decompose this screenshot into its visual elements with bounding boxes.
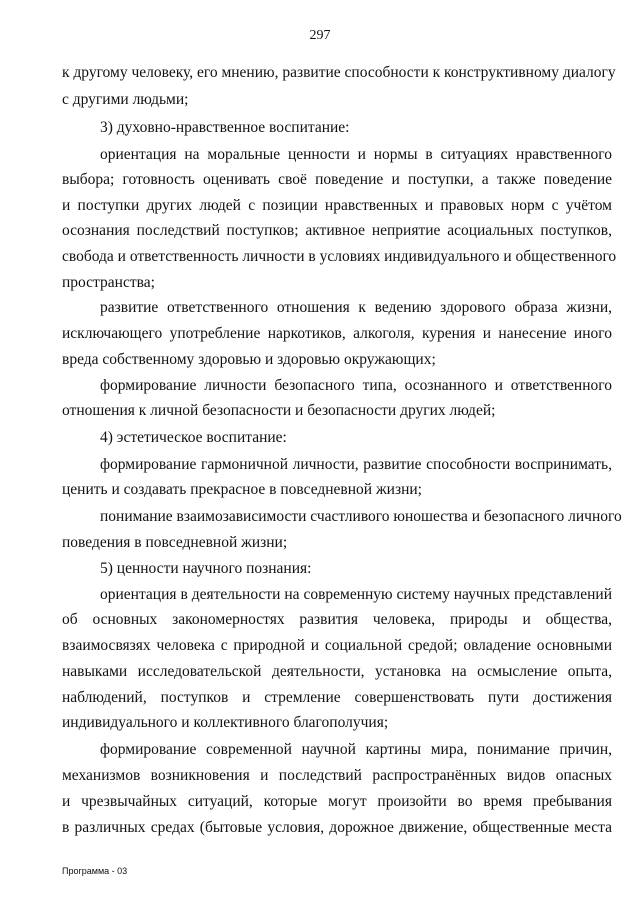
text-line: ориентация на моральные ценности и нормы в ситуациях нравственного xyxy=(100,146,612,163)
text-line: наблюдений, поступков и стремление совершенствовать пути достижения xyxy=(62,689,612,706)
text-line: свобода и ответственность личности в условиях индивидуального и общественного xyxy=(62,248,617,265)
text-line: с другими людьми; xyxy=(62,91,189,108)
text-line: 4) эстетическое воспитание: xyxy=(100,429,287,446)
text-line: к другому человеку, его мнению, развитие способности к конструктивному диалогу xyxy=(62,64,616,81)
text-line: развитие ответственного отношения к ведению здорового образа жизни, xyxy=(100,299,612,316)
text-line: понимание взаимозависимости счастливого юношества и безопасного личного xyxy=(100,508,622,525)
text-line: ценить и создавать прекрасное в повседневной жизни; xyxy=(62,481,422,498)
text-line: формирование современной научной картины мира, понимание причин, xyxy=(100,741,612,758)
text-line: механизмов возникновения и последствий распространённых видов опасных xyxy=(62,767,612,784)
text-line: ориентация в деятельности на современную систему научных представлений xyxy=(100,586,612,603)
text-line: 3) духовно-нравственное воспитание: xyxy=(100,119,350,136)
text-line: в различных средах (бытовые условия, дорожное движение, общественные места xyxy=(62,819,612,836)
text-line: поведения в повседневной жизни; xyxy=(62,534,288,551)
text-line: формирование личности безопасного типа, осознанного и ответственного xyxy=(100,377,612,394)
text-line: отношения к личной безопасности и безопасности других людей; xyxy=(62,402,496,419)
text-line: взаимосвязях человека с природной и социальной средой; овладение основными xyxy=(62,637,612,654)
text-line: формирование гармоничной личности, развитие способности воспринимать, xyxy=(100,456,612,473)
text-line: и чрезвычайных ситуаций, которые могут произойти во время пребывания xyxy=(62,793,612,810)
text-line: исключающего употребление наркотиков, алкоголя, курения и нанесение иного xyxy=(62,325,612,342)
text-line: 5) ценности научного познания: xyxy=(100,560,312,577)
text-line: навыками исследовательской деятельности, установка на осмысление опыта, xyxy=(62,663,612,680)
text-line: и поступки других людей с позиции нравственных и правовых норм с учётом xyxy=(62,197,612,214)
footer-label: Программа - 03 xyxy=(62,866,128,876)
text-line: пространства; xyxy=(62,274,155,291)
page-number: 297 xyxy=(309,28,331,43)
text-line: выбора; готовность оценивать своё поведение и поступки, а также поведение xyxy=(62,171,612,188)
text-line: об основных закономерностях развития человека, природы и общества, xyxy=(62,611,612,628)
text-line: индивидуального и коллективного благополучия; xyxy=(62,714,389,731)
text-line: осознания последствий поступков; активное неприятие асоциальных поступков, xyxy=(62,222,612,239)
text-line: вреда собственному здоровью и здоровью окружающих; xyxy=(62,351,436,368)
